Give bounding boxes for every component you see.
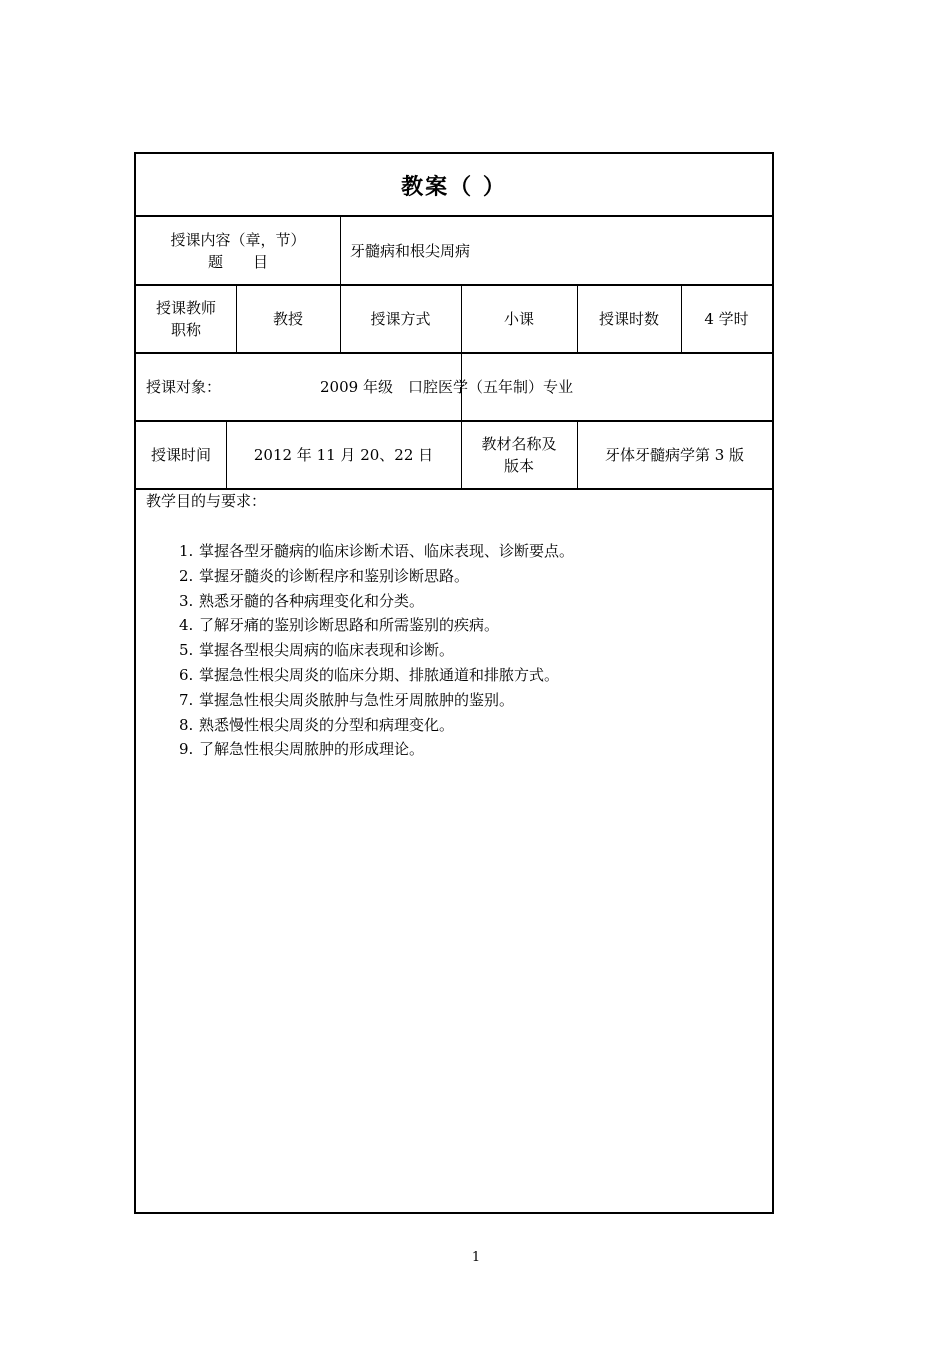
objective-item: 4. 了解牙痛的鉴别诊断思路和所需鉴别的疾病。 (179, 616, 500, 635)
objective-item: 7. 掌握急性根尖周炎脓肿与急性牙周脓肿的鉴别。 (179, 690, 515, 709)
objective-item: 3. 熟悉牙髓的各种病理变化和分类。 (179, 591, 425, 610)
objective-item: 9. 了解急性根尖周脓肿的形成理论。 (179, 740, 425, 759)
content-label-line2: 题 目 (207, 252, 268, 271)
objective-item: 2. 掌握牙髓炎的诊断程序和鉴别诊断思路。 (179, 566, 470, 585)
lesson-plan-table (134, 152, 774, 1214)
teacher-title-value: 教授 (272, 310, 303, 328)
audience-value: 2009 年级 口腔医学（五年制）专业 (320, 378, 573, 396)
page-number: 1 (471, 1250, 481, 1265)
objectives-section (146, 490, 574, 762)
textbook-label-line1: 教材名称及 (481, 435, 557, 453)
method-value: 小课 (503, 310, 534, 328)
textbook-value: 牙体牙髓病学第 3 版 (604, 446, 745, 464)
objective-item: 1. 掌握各型牙髓病的临床诊断术语、临床表现、诊断要点。 (179, 542, 575, 560)
method-label: 授课方式 (370, 310, 431, 328)
column-divider (340, 216, 341, 285)
objective-item: 6. 掌握急性根尖周炎的临床分期、排脓通道和排脓方式。 (179, 665, 560, 684)
content-value: 牙髓病和根尖周病 (350, 241, 471, 260)
objective-item: 5. 掌握各型根尖周病的临床表现和诊断。 (179, 641, 455, 660)
hours-value: 4 学时 (704, 310, 749, 328)
objectives-heading: 教学目的与要求： (146, 492, 267, 510)
textbook-label (461, 421, 577, 489)
teacher-title-label (136, 285, 236, 353)
textbook-label-line2: 版本 (503, 457, 534, 475)
audience-label: 授课对象： (146, 378, 222, 396)
content-label-line1: 授课内容（章，节） (170, 230, 306, 249)
content-label (136, 216, 340, 285)
teacher-title-label-line1: 授课教师 (155, 299, 216, 317)
objective-item: 8. 熟悉慢性根尖周炎的分型和病理变化。 (179, 715, 455, 734)
document-title: 教案（ ） (401, 173, 507, 200)
objectives-list (146, 539, 574, 762)
time-label: 授课时间 (150, 446, 211, 464)
time-value: 2012 年 11 月 20、22 日 (253, 446, 434, 464)
teacher-title-label-line2: 职称 (170, 321, 201, 339)
hours-label: 授课时数 (598, 310, 659, 328)
